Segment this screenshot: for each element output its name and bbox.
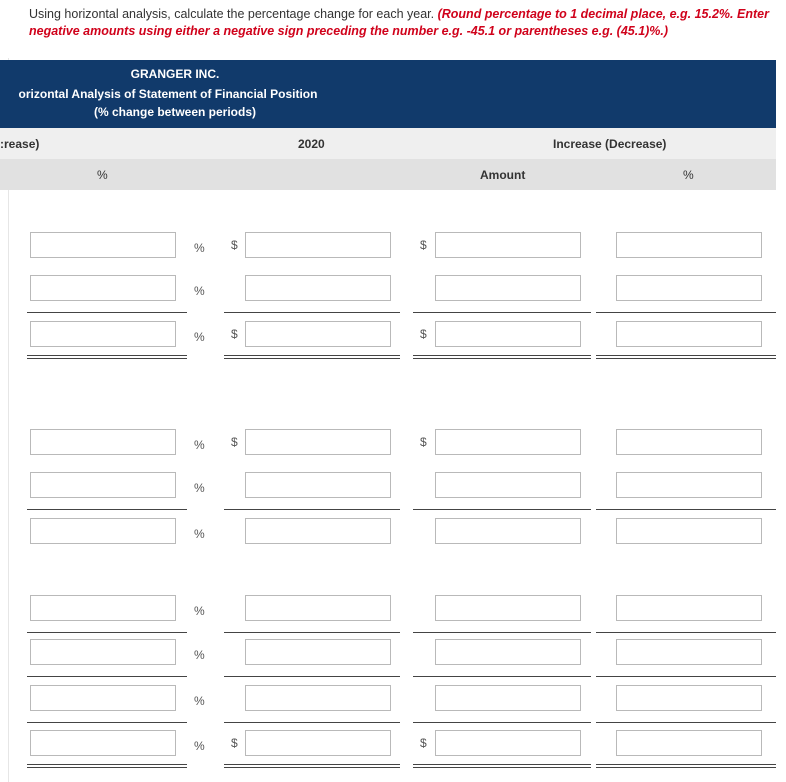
instructions-text: Using horizontal analysis, calculate the percentage change for each year. [29,7,438,21]
percent-sign: % [194,739,205,753]
increase-decrease-header: Increase (Decrease) [553,137,667,151]
value-input-b[interactable] [245,472,391,498]
instructions [29,6,779,40]
percent-sign: % [194,604,205,618]
statement-subtitle: (% change between periods) [93,105,257,119]
percent-sign: % [194,438,205,452]
percent-sign: % [194,241,205,255]
value-input-c[interactable] [435,518,581,544]
percent-sign: % [194,330,205,344]
total-underline [413,722,591,723]
right-percent-header: % [683,168,694,182]
total-underline [27,312,187,313]
value-input-c[interactable] [435,639,581,665]
value-input-d[interactable] [616,275,762,301]
dollar-sign: $ [231,736,238,750]
value-input-a[interactable] [30,232,176,258]
value-input-b[interactable] [245,595,391,621]
percent-sign: % [194,481,205,495]
dollar-sign: $ [231,435,238,449]
total-underline [27,355,187,356]
total-underline [224,722,400,723]
total-underline [27,722,187,723]
value-input-d[interactable] [616,639,762,665]
total-underline [27,767,187,768]
value-input-b[interactable] [245,429,391,455]
total-underline [596,764,776,765]
value-input-a[interactable] [30,730,176,756]
total-underline [596,312,776,313]
value-input-a[interactable] [30,472,176,498]
amount-header: Amount [480,168,526,182]
value-input-a[interactable] [30,275,176,301]
value-input-c[interactable] [435,321,581,347]
instructions-emphasis: (Round percentage to 1 decimal place, e.g. 15.2%. Enter negative amounts using either a negative sign preceding the number e.g. -45.1 or parentheses e.g. (45.1)%.) [29,7,769,38]
total-underline [224,632,400,633]
value-input-d[interactable] [616,595,762,621]
percent-sign: % [194,694,205,708]
total-underline [224,767,400,768]
total-underline [224,764,400,765]
total-underline [413,509,591,510]
total-underline [596,767,776,768]
value-input-b[interactable] [245,232,391,258]
value-input-d[interactable] [616,685,762,711]
value-input-d[interactable] [616,472,762,498]
total-underline [224,676,400,677]
total-underline [413,358,591,359]
dollar-sign: $ [420,327,427,341]
total-underline [27,509,187,510]
total-underline [224,312,400,313]
value-input-d[interactable] [616,321,762,347]
company-name: GRANGER INC. [130,67,220,81]
dollar-sign: $ [420,736,427,750]
percent-sign: % [194,648,205,662]
value-input-a[interactable] [30,518,176,544]
statement-banner [0,60,776,128]
percent-sign: % [194,284,205,298]
total-underline [27,358,187,359]
total-underline [27,764,187,765]
value-input-a[interactable] [30,321,176,347]
total-underline [413,676,591,677]
total-underline [596,676,776,677]
total-underline [596,509,776,510]
value-input-b[interactable] [245,275,391,301]
dollar-sign: $ [231,238,238,252]
value-input-d[interactable] [616,730,762,756]
total-underline [224,355,400,356]
value-input-c[interactable] [435,232,581,258]
value-input-c[interactable] [435,595,581,621]
statement-title: orizontal Analysis of Statement of Financial Position [18,87,318,101]
value-input-b[interactable] [245,518,391,544]
total-underline [596,722,776,723]
left-percent-header: % [97,168,108,182]
value-input-c[interactable] [435,685,581,711]
total-underline [224,509,400,510]
value-input-a[interactable] [30,429,176,455]
value-input-b[interactable] [245,730,391,756]
total-underline [596,632,776,633]
value-input-c[interactable] [435,730,581,756]
total-underline [413,632,591,633]
dollar-sign: $ [420,435,427,449]
left-group-header: :rease) [0,137,40,151]
value-input-a[interactable] [30,595,176,621]
value-input-d[interactable] [616,518,762,544]
column-header-row-2 [0,159,776,190]
value-input-b[interactable] [245,685,391,711]
value-input-c[interactable] [435,472,581,498]
total-underline [27,632,187,633]
value-input-a[interactable] [30,685,176,711]
value-input-c[interactable] [435,275,581,301]
total-underline [596,358,776,359]
total-underline [413,767,591,768]
value-input-b[interactable] [245,639,391,665]
value-input-a[interactable] [30,639,176,665]
total-underline [596,355,776,356]
total-underline [27,676,187,677]
dollar-sign: $ [231,327,238,341]
total-underline [413,764,591,765]
dollar-sign: $ [420,238,427,252]
total-underline [413,312,591,313]
total-underline [413,355,591,356]
value-input-b[interactable] [245,321,391,347]
year-header: 2020 [298,137,325,151]
value-input-d[interactable] [616,232,762,258]
percent-sign: % [194,527,205,541]
value-input-c[interactable] [435,429,581,455]
total-underline [224,358,400,359]
value-input-d[interactable] [616,429,762,455]
column-header-row-1 [0,128,776,159]
